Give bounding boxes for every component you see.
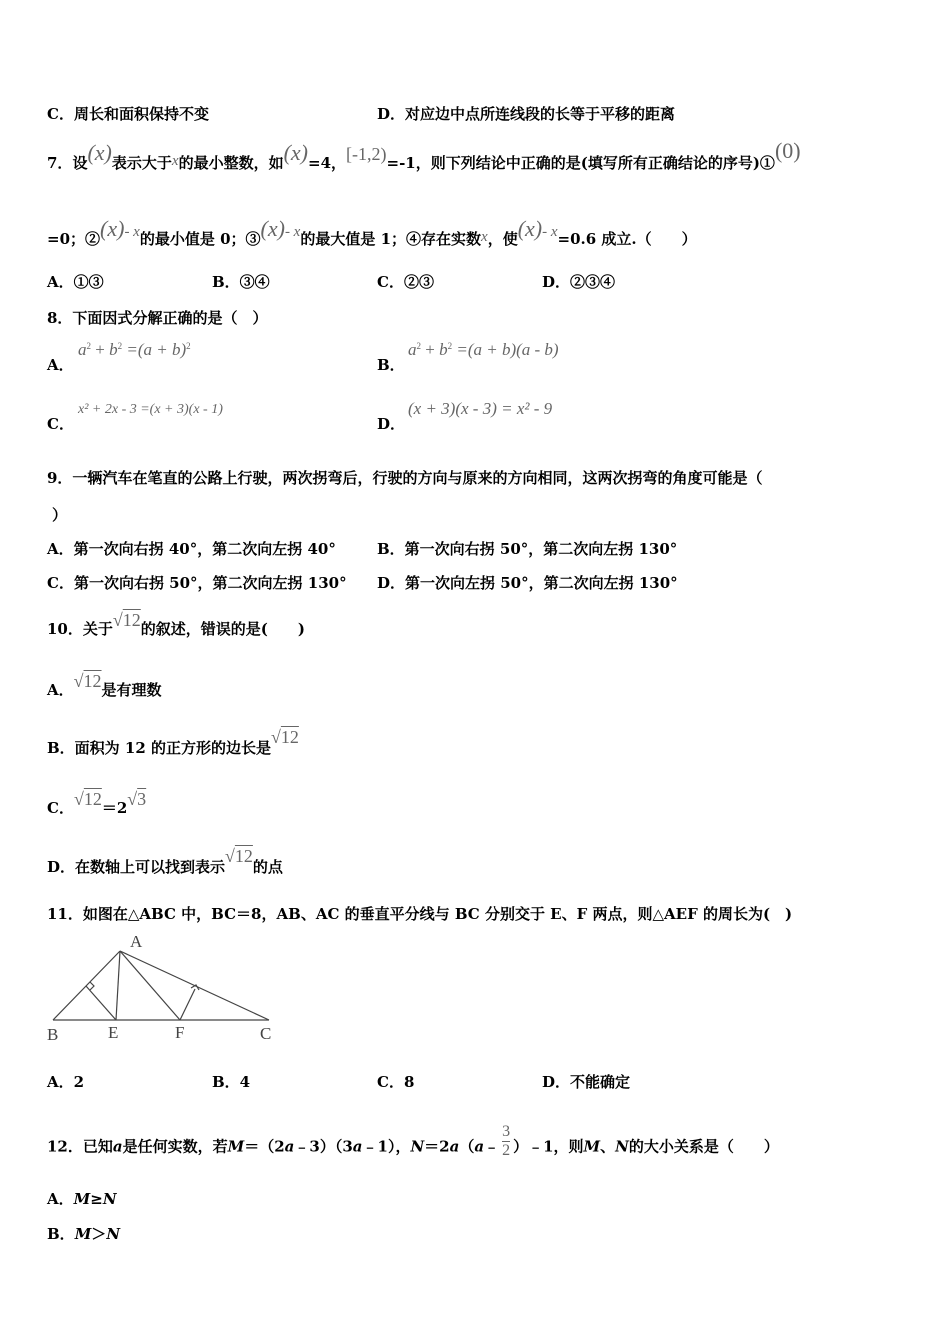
q12-text: ）﹣1，则 [513,1137,584,1156]
q9-option-c: C．第一次向右拐 50°，第二次向左拐 130° [47,574,347,592]
q10-option-d [47,846,283,877]
q7-text: =0.6 成立.（ ） [557,230,697,248]
q8-label-d: D． [377,415,406,433]
q7-option-b: B．③④ [212,273,270,291]
q12-text: 、 [600,1137,616,1156]
q10-radical: √12 [112,610,141,630]
q12-text: ﹣3）（3 [294,1137,353,1156]
q12-var: a [474,1137,485,1156]
q12-text: 12．已知 [47,1137,113,1156]
segment-af [120,951,180,1020]
q10-text: 的叙述，错误的是( ) [140,620,305,638]
q7-var: x [481,229,488,245]
q8-expr-b: $a^2 + b^2 =(a + b)(a - b)$ [408,340,559,359]
q10-text: 是有理数 [101,681,162,699]
q10-radical: √12 [73,789,102,809]
q8-expr-c: x² + 2x - 3 =(x + 3)(x - 1) [78,402,223,417]
q10-radical: √12 [73,671,102,691]
point-label-e: E [108,1023,119,1042]
q12-option-a [47,1188,117,1209]
q8-expr-a: $a^2 + b^2 =(a + b)^2$ [78,340,191,359]
q7-symbol: (x) [87,140,112,165]
q11-stem: 11．如图在△ABC 中，BC＝8，AB、AC 的垂直平分线与 BC 分别交于 E、F 两点，则△AEF 的周长为( ) [47,905,793,923]
q10-option-b [47,727,299,758]
q11-option-d: D．不能确定 [542,1073,631,1091]
q10-stem [47,610,305,639]
q12-var: M [73,1190,91,1208]
q7-text: =-1，则下列结论中正确的是(填写所有正确结论的序号)① [386,154,775,172]
q7-text: ，使 [487,230,518,248]
q10-label: C． [47,799,74,817]
q7-number: 7． [47,154,73,172]
q12-label: A． [47,1190,74,1208]
q12-var: N [615,1137,629,1156]
q8-label-a: A． [47,356,74,374]
q12-relation: ≥ [90,1190,103,1208]
q7-minus-x: - x [124,224,140,240]
q7-text: =4， [308,154,347,172]
q10-text: 的点 [252,858,283,876]
q12-var: M [74,1225,92,1243]
q12-text: ＝2 [424,1137,450,1156]
q7-example-zero: (0) [774,138,801,163]
q12-var: N [106,1225,121,1243]
q11-option-c: C．8 [377,1073,415,1091]
q10-text: D．在数轴上可以找到表示 [47,858,226,876]
q7-text: 设 [72,154,88,172]
q9-stem: 9．一辆汽车在笔直的公路上行驶，两次拐弯后，行驶的方向与原来的方向相同，这两次拐弯的角度可能是（ [47,469,763,487]
q6-option-c: C．周长和面积保持不变 [47,105,209,123]
q9-stem-close: ） [52,506,68,524]
q12-text: 的大小关系是（ ） [628,1137,779,1156]
q7-symbol: (x) [100,216,125,241]
q9-option-a: A．第一次向右拐 40°，第二次向左拐 40° [47,540,336,558]
q12-var: N [410,1137,425,1156]
q6-option-d: D．对应边中点所连线段的长等于平移的距离 [377,105,676,123]
q8-label-b: B． [377,356,405,374]
perp-bisector-ac [180,989,195,1020]
q10-option-a [47,671,162,700]
q7-text: 的最小值是 0；③ [139,230,261,248]
q9-option-d: D．第一次向左拐 50°，第二次向左拐 130° [377,574,678,592]
q10-option-c [47,789,147,818]
q7-text: 的最小整数，如 [178,154,284,172]
q12-text: ＝（2 [244,1137,285,1156]
q10-text: B．面积为 12 的正方形的边长是 [47,739,271,757]
q7-minus-x: - x [542,224,558,240]
q12-label: B． [47,1225,75,1243]
q7-example: [-1,2) [346,144,387,164]
q12-var: a [449,1137,460,1156]
q7-line-2 [47,216,697,250]
q10-label: A． [47,681,74,699]
q7-line-1 [47,138,801,174]
q12-text: 是任何实数，若 [122,1137,228,1156]
q12-var: M [583,1137,601,1156]
q8-expr-d: (x + 3)(x - 3) = x² - 9 [408,399,553,418]
q12-option-b [47,1223,120,1244]
q7-option-a: A．①③ [47,273,104,291]
q12-text: ﹣ [484,1137,500,1156]
q7-symbol: (x) [260,216,285,241]
q7-text: 表示大于 [111,154,172,172]
q10-radical: √12 [271,727,299,747]
q12-text: ﹣1）， [362,1137,411,1156]
q7-text: =0；② [47,230,101,248]
segment-ae [116,951,120,1020]
right-angle-mark-1 [90,982,94,990]
q7-option-d: D．②③④ [542,273,616,291]
q12-relation: ＞ [91,1225,107,1243]
q12-text: （ [459,1137,475,1156]
q12-fraction: $\frac{3}{2}$ [502,1123,511,1159]
q7-minus-x: - x [284,224,301,240]
q12-stem [47,1123,779,1166]
q10-radical: √12 [225,846,253,866]
vertex-label-a: A [130,932,143,951]
q10-text: 10．关于 [47,620,113,638]
q8-label-c: C． [47,415,74,433]
q7-text: 的最大值是 1；④存在实数 [300,230,482,248]
q11-triangle-figure [40,930,285,1045]
q11-option-b: B．4 [212,1073,251,1091]
perp-bisector-ab [86,986,116,1020]
q10-text: ＝2 [101,799,128,817]
q7-symbol: (x) [283,140,308,165]
q9-option-b: B．第一次向右拐 50°，第二次向左拐 130° [377,540,678,558]
point-label-f: F [175,1023,185,1042]
q12-var: a [112,1137,123,1156]
q10-radical-3: √3 [127,789,147,809]
q7-symbol: (x) [517,216,543,241]
q12-var: M [227,1137,245,1156]
q12-var: a [352,1137,363,1156]
q11-option-a: A．2 [47,1073,85,1091]
vertex-label-c: C [260,1024,272,1043]
q7-option-c: C．②③ [377,273,434,291]
q12-var: N [102,1190,117,1208]
q8-stem: 8．下面因式分解正确的是（ ） [47,309,268,327]
q7-var: x [171,153,179,169]
q12-var: a [284,1137,295,1156]
vertex-label-b: B [47,1025,59,1044]
segment-ab [53,951,120,1020]
